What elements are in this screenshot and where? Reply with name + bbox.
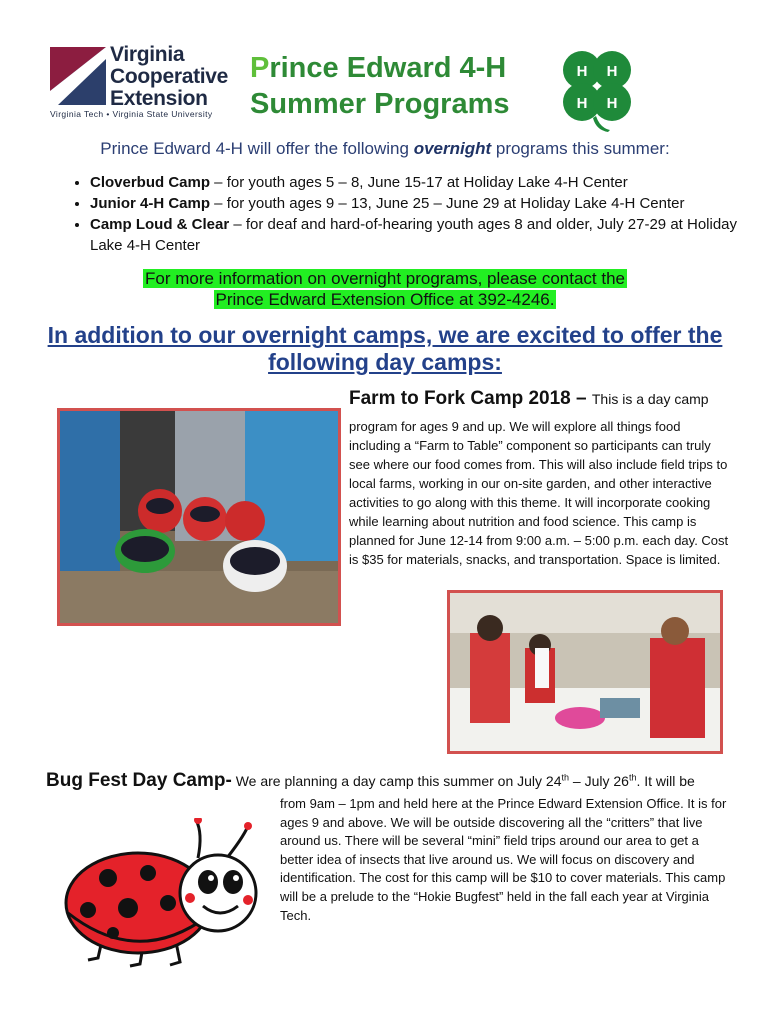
four-h-clover-icon	[552, 46, 644, 132]
overnight-camps-list	[60, 172, 740, 256]
list-item: • Camp Loud & Clear – for deaf and hard-of-hearing youth ages 8 and older, July 27-29 at Holiday Lake 4-H Center	[90, 214, 740, 256]
page-title: Prince Edward 4-H Summer Programs	[250, 52, 510, 120]
berries-photo	[57, 408, 341, 626]
svg-text:H: H	[606, 95, 618, 112]
svg-text:H: H	[576, 63, 588, 80]
vce-logo-text: Virginia Cooperative Extension	[110, 43, 229, 110]
farm-camp-title: Farm to Fork Camp 2018 – This is a day camp	[349, 388, 709, 409]
svg-text:H: H	[576, 95, 588, 112]
bug-camp-description: from 9am – 1pm and held here at the Prince Edward Extension Office. It is for ages 9 and above. We will be outside discovering all the “critters” that live around us. There will be several “mini” field trips around our area to get a better idea of insects that live around us. We will focus on discovery and identification. The cost for this camp will be $10 to cover materials. This camp will be a prelude to the “Hokie Bugfest” held in the fall each year at Virginia Tech.	[280, 796, 727, 923]
contact-highlight: For more information on overnight programs, please contact the Prince Edward Extension Office at 392-4246.	[144, 269, 626, 309]
vce-logo-icon	[50, 47, 106, 105]
farm-camp-description: program for ages 9 and up. We will explore all things food including a “Farm to Table” component so participants can truly see where our food comes from. This will also include field trips to local farms, working in our on-site garden, and other interactive activities to go along with this theme. It will incorporate cooking while learning about nutrition and food science. This camp is planned for June 12-14 from 9:00 a.m. – 5:00 p.m. each day. Cost is $35 for materials, snacks, and transportation. Space is limited.	[349, 419, 729, 567]
vce-logo-subline: Virginia Tech • Virginia State University	[50, 109, 213, 119]
ladybug-icon	[58, 818, 266, 968]
list-item: • Cloverbud Camp – for youth ages 5 – 8, June 15-17 at Holiday Lake 4-H Center	[90, 172, 740, 193]
kitchen-photo	[447, 590, 723, 754]
svg-text:H: H	[606, 63, 618, 80]
intro-text: Prince Edward 4-H will offer the following overnight programs this summer:	[100, 139, 670, 158]
day-camps-heading: In addition to our overnight camps, we are excited to offer the following day camps:	[47, 322, 723, 375]
bug-camp-title: Bug Fest Day Camp- We are planning a day camp this summer on July 24th – July 26th. It will be	[46, 770, 695, 791]
list-item: • Junior 4-H Camp – for youth ages 9 – 13, June 25 – June 29 at Holiday Lake 4-H Center	[90, 193, 740, 214]
